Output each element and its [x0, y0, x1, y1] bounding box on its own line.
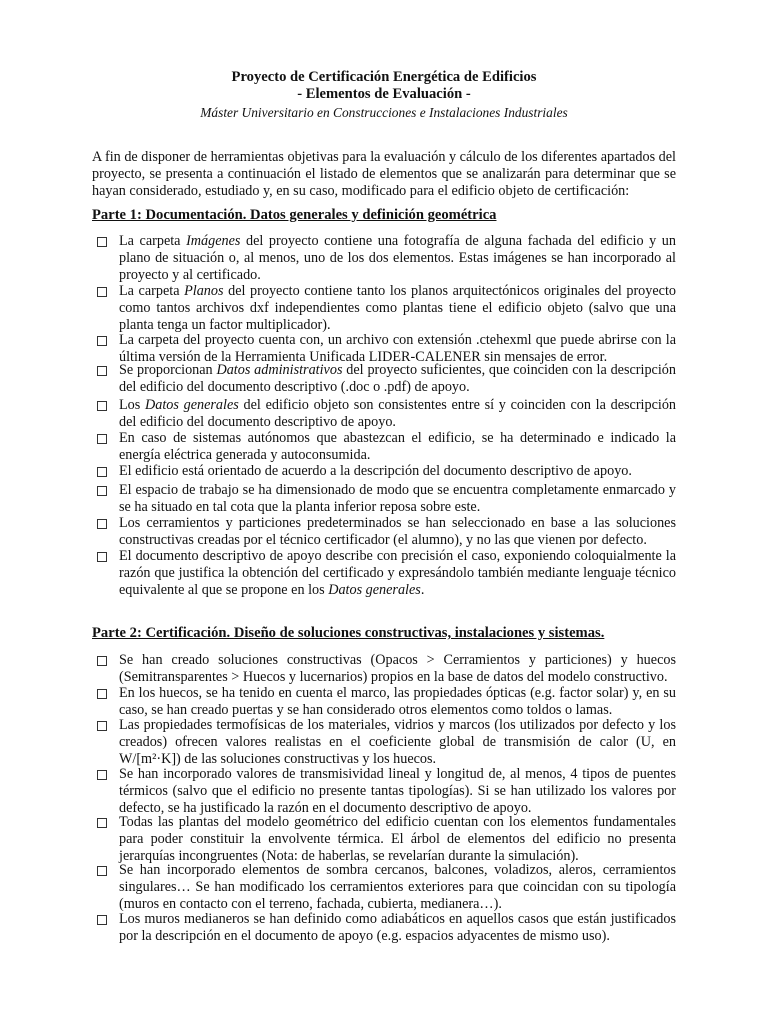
checklist-item: En caso de sistemas autónomos que abastezcan el edificio, se ha determinado e indicado la energía eléctrica generada y autoconsumida. [97, 430, 676, 464]
part1-heading: Parte 1: Documentación. Datos generales y definición geométrica [92, 207, 497, 223]
checklist-item: Los muros medianeros se han definido como adiabáticos en aquellos casos que están justificados por la descripción en el documento de apoyo (e.g. espacios adyacentes de mismo uso). [97, 911, 676, 945]
checklist-item: Se han incorporado valores de transmisividad lineal y longitud de, al menos, 4 tipos de puentes térmicos (salvo que el edificio no presente tantas tipologías). Si se han utilizado los valores por defecto, se ha justificado la razón en el documento descriptivo de apoyo. [97, 766, 676, 817]
checklist-item: Se proporcionan Datos administrativos del proyecto suficientes, que coinciden con la descripción del edificio del documento descriptivo (.doc o .pdf) de apoyo. [97, 362, 676, 396]
checklist-item: En los huecos, se ha tenido en cuenta el marco, las propiedades ópticas (e.g. factor solar) y, en su caso, se han creado puertas y se han considerado otros elementos como toldos o lamas. [97, 685, 676, 719]
checkbox-icon[interactable] [97, 818, 107, 828]
checklist-item: El edificio está orientado de acuerdo a la descripción del documento descriptivo de apoyo. [97, 463, 676, 480]
checklist-item: La carpeta del proyecto cuenta con, un archivo con extensión .ctehexml que puede abrirse con la última versión de la Herramienta Unificada LIDER-CALENER sin mensajes de error. [97, 332, 676, 366]
part2-heading: Parte 2: Certificación. Diseño de soluciones constructivas, instalaciones y sistemas. [92, 625, 605, 641]
checkbox-icon[interactable] [97, 486, 107, 496]
checklist-item: La carpeta Imágenes del proyecto contiene una fotografía de alguna fachada del edificio y un plano de situación o, al menos, uno de los dos elementos. Estas imágenes se han incorporado al proyecto y al certificado. [97, 233, 676, 284]
checkbox-icon[interactable] [97, 467, 107, 477]
checklist-item: Las propiedades termofísicas de los materiales, vidrios y marcos (los utilizados por defecto y los creados) ofrecen valores realistas en el coeficiente global de transmisión de calor (U, en W/[m²·K]) de las soluciones constructivas y los huecos. [97, 717, 676, 768]
checkbox-icon[interactable] [97, 770, 107, 780]
checklist-item: El documento descriptivo de apoyo describe con precisión el caso, exponiendo coloquialmente la razón que justifica la obtención del certificado y expresándolo también mediante lenguaje técnico equivalente al que se propone en los Datos generales. [97, 548, 676, 599]
checkbox-icon[interactable] [97, 237, 107, 247]
checklist-item: El espacio de trabajo se ha dimensionado de modo que se encuentra completamente enmarcado y se ha situado en tal cota que la planta inferior reposa sobre este. [97, 482, 676, 516]
checklist-item: Se han creado soluciones constructivas (Opacos > Cerramientos y particiones) y huecos (Semitransparentes > Huecos y lucernarios) propios en la base de datos del modelo constructivo. [97, 652, 676, 686]
intro-paragraph: A fin de disponer de herramientas objetivas para la evaluación y cálculo de los diferentes apartados del proyecto, se presenta a continuación el listado de elementos que se analizarán para determinar que se hayan considerado, estudiado y, en su caso, modificado para el edificio objeto de certificación: [92, 149, 676, 199]
checkbox-icon[interactable] [97, 656, 107, 666]
checkbox-icon[interactable] [97, 366, 107, 376]
checkbox-icon[interactable] [97, 401, 107, 411]
document-subtitle: - Elementos de Evaluación - [297, 86, 471, 102]
checkbox-icon[interactable] [97, 866, 107, 876]
checklist-item: Los cerramientos y particiones predeterminados se han seleccionado en base a las soluciones constructivas creadas por el técnico certificador (el alumno), y no las que vienen por defecto. [97, 515, 676, 549]
checkbox-icon[interactable] [97, 915, 107, 925]
checkbox-icon[interactable] [97, 721, 107, 731]
checkbox-icon[interactable] [97, 434, 107, 444]
checklist-item: Todas las plantas del modelo geométrico del edificio cuentan con los elementos fundamentales para poder constituir la envolvente térmica. El árbol de elementos del edificio no presenta jerarquías incongruentes (Nota: de haberlas, se revelarían durante la simulación). [97, 814, 676, 865]
checkbox-icon[interactable] [97, 689, 107, 699]
checklist-item: Se han incorporado elementos de sombra cercanos, balcones, voladizos, aleros, cerramientos singulares… Se han modificado los cerramientos exteriores para que coincidan con su tipología (muros en contacto con el terreno, fachada, cubierta, medianera…). [97, 862, 676, 913]
checkbox-icon[interactable] [97, 287, 107, 297]
checklist-item: Los Datos generales del edificio objeto son consistentes entre sí y coinciden con la descripción del edificio del documento descriptivo de apoyo. [97, 397, 676, 431]
program-name: Máster Universitario en Construcciones e Instalaciones Industriales [200, 105, 568, 120]
document-title: Proyecto de Certificación Energética de Edificios [231, 69, 537, 85]
checkbox-icon[interactable] [97, 519, 107, 529]
checkbox-icon[interactable] [97, 552, 107, 562]
checklist-item: La carpeta Planos del proyecto contiene tanto los planos arquitectónicos originales del proyecto como tantos archivos dxf independientes como plantas tiene el edificio objeto (salvo que una planta tenga un factor multiplicador). [97, 283, 676, 334]
checkbox-icon[interactable] [97, 336, 107, 346]
